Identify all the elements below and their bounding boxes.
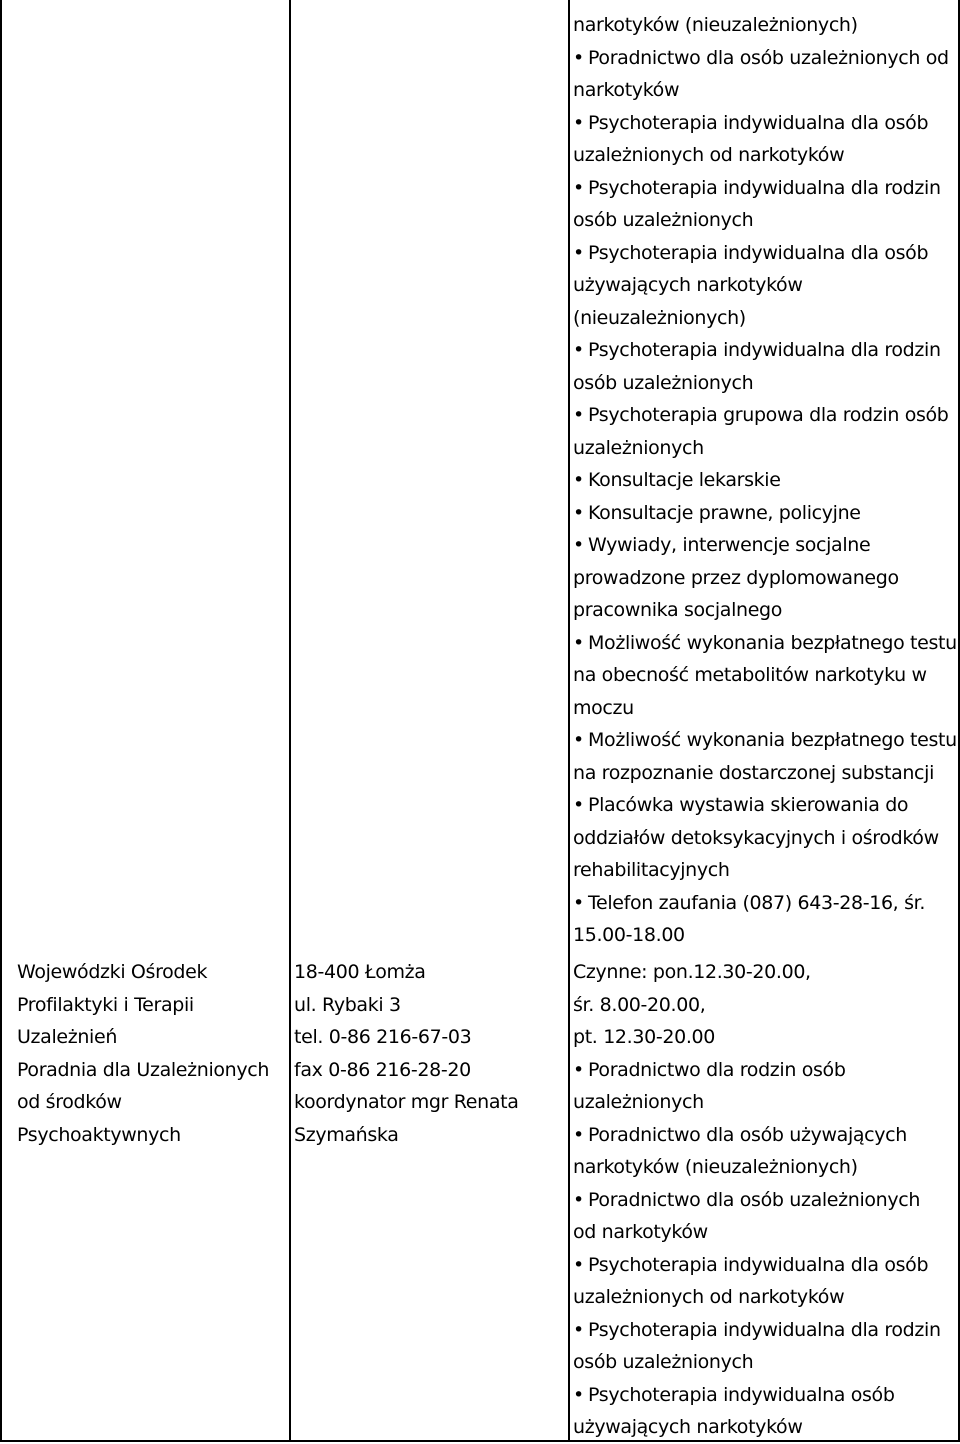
bullet-icon: • [573,1058,584,1081]
bullet-icon: • [573,1383,584,1406]
service-text: oddziałów detoksykacyjnych i ośrodków [573,826,939,849]
institution-line: od środków [17,1091,122,1113]
service-text-line [573,302,957,335]
contact-line: tel. 0-86 216-67-03 [294,1026,472,1048]
service-text: Psychoterapia indywidualna osób [588,1383,895,1406]
service-text: pracownika socjalnego [573,599,783,621]
service-text: Psychoterapia grupowa dla rodzin osób [588,404,949,426]
service-text: na obecność metabolitów narkotyku w [573,664,927,686]
service-list-item [573,1054,957,1087]
service-text: Psychoterapia indywidualna dla osób [588,111,929,134]
service-list-item [573,42,957,75]
service-text: narkotyków (nieuzależnionych) [573,14,858,36]
service-text: Konsultacje lekarskie [588,469,781,491]
contact-line: fax 0-86 216-28-20 [294,1058,471,1081]
bullet-icon: • [573,631,584,654]
service-list-item [573,1119,957,1152]
service-text-line [573,659,957,692]
service-text: 15.00-18.00 [573,924,685,946]
service-list-item [573,464,957,497]
service-text: moczu [573,696,634,719]
service-text-line [573,594,957,627]
previous-row-services-cell [573,9,957,952]
service-text: prowadzone przez dyplomowanego [573,566,899,589]
service-list-item [573,724,957,757]
service-text-line [573,822,957,855]
bullet-icon: • [573,1188,584,1211]
bullet-icon: • [573,1123,584,1146]
bullet-icon: • [573,46,584,69]
column-divider-2 [568,0,570,1442]
bullet-icon: • [573,1253,584,1276]
institution-name-cell [17,956,285,1151]
bullet-icon: • [573,404,584,426]
service-text-line [573,1281,957,1314]
service-text-line [573,562,957,595]
bullet-icon: • [573,241,584,264]
bullet-icon: • [573,1318,584,1341]
service-text-line [573,1151,957,1184]
service-text: od narkotyków [573,1221,708,1243]
service-text: osób uzależnionych [573,371,754,394]
institution-line: Wojewódzki Ośrodek [17,961,208,983]
service-text-line [573,1216,957,1249]
service-text: Czynne: pon.12.30-20.00, [573,961,811,983]
service-list-item [573,789,957,822]
bullet-icon: • [573,111,584,134]
bullet-icon: • [573,176,584,199]
service-text-line [573,1411,957,1444]
bullet-icon: • [573,534,584,556]
service-text: Psychoterapia indywidualna dla osób [588,241,929,264]
service-text: pt. 12.30-20.00 [573,1026,715,1048]
bullet-icon: • [573,891,584,914]
service-list-item [573,1379,957,1412]
bullet-icon: • [573,794,584,816]
service-text: uzależnionych [573,1091,704,1113]
column-divider-1 [289,0,291,1442]
institution-line: Poradnia dla Uzależnionych [17,1058,270,1081]
service-text-line [573,956,957,989]
service-text: Poradnictwo dla osób uzależnionych od [588,46,949,69]
service-list-item [573,107,957,140]
services-cell [573,956,957,1444]
institution-line: Profilaktyki i Terapii [17,993,194,1016]
service-text-line [573,757,957,790]
service-text-line [573,692,957,725]
service-text: Wywiady, interwencje socjalne [588,534,871,556]
service-text: Telefon zaufania (087) 643-28-16, śr. [588,891,926,914]
service-text: Psychoterapia indywidualna dla rodzin [588,176,941,199]
service-text-line [573,1021,957,1054]
service-text: uzależnionych od narkotyków [573,144,845,166]
service-text: rehabilitacyjnych [573,859,730,881]
service-text-line [573,854,957,887]
bullet-icon: • [573,501,584,524]
bullet-icon: • [573,729,584,751]
service-text: Poradnictwo dla osób uzależnionych [588,1188,921,1211]
service-text-line [573,919,957,952]
service-text: Psychoterapia indywidualna dla osób [588,1253,929,1276]
institution-line: Psychoaktywnych [17,1123,181,1146]
service-list-item [573,399,957,432]
service-text: używających narkotyków [573,274,803,296]
contact-line: ul. Rybaki 3 [294,993,401,1016]
service-text: narkotyków [573,79,680,101]
service-text-line [573,989,957,1022]
service-text: Poradnictwo dla osób używających [588,1123,907,1146]
service-list-item [573,1314,957,1347]
service-text: Możliwość wykonania bezpłatnego testu [588,631,957,654]
service-list-item [573,627,957,660]
service-list-item [573,334,957,367]
service-text-line [573,204,957,237]
service-list-item [573,1249,957,1282]
service-text-line [573,9,957,42]
service-text: (nieuzależnionych) [573,306,746,329]
service-text: Placówka wystawia skierowania do [588,794,909,816]
service-text: narkotyków (nieuzależnionych) [573,1156,858,1178]
service-text: uzależnionych [573,436,704,459]
service-text-line [573,74,957,107]
contact-details-cell [294,956,554,1151]
service-text: używających narkotyków [573,1416,803,1438]
service-text-line [573,269,957,302]
service-text: Konsultacje prawne, policyjne [588,501,861,524]
service-text: śr. 8.00-20.00, [573,993,706,1016]
service-list-item [573,497,957,530]
institution-line: Uzależnień [17,1026,118,1048]
service-text: Poradnictwo dla rodzin osób [588,1058,846,1081]
service-text: uzależnionych od narkotyków [573,1286,845,1308]
service-text: osób uzależnionych [573,1351,754,1373]
service-text-line [573,1086,957,1119]
service-text: Psychoterapia indywidualna dla rodzin [588,339,941,361]
service-list-item [573,529,957,562]
service-text-line [573,1346,957,1379]
service-text: osób uzależnionych [573,209,754,231]
service-text: Możliwość wykonania bezpłatnego testu [588,729,957,751]
service-list-item [573,172,957,205]
contact-line: koordynator mgr Renata [294,1091,519,1113]
service-list-item [573,1184,957,1217]
contact-line: Szymańska [294,1123,399,1146]
contact-line: 18-400 Łomża [294,961,426,983]
table-border-left [0,0,2,1442]
service-text: Psychoterapia indywidualna dla rodzin [588,1318,941,1341]
service-list-item [573,237,957,270]
service-text-line [573,367,957,400]
service-list-item [573,887,957,920]
bullet-icon: • [573,469,584,491]
bullet-icon: • [573,339,584,361]
service-text-line [573,432,957,465]
service-text-line [573,139,957,172]
service-text: na rozpoznanie dostarczonej substancji [573,761,935,784]
